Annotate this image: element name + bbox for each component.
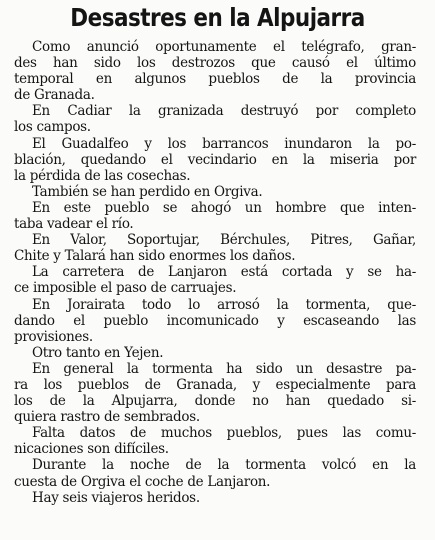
article-line: quiera rastro de sembrados. <box>14 409 200 426</box>
article-line: blación, quedando el vecindario en la miseria por <box>14 151 416 168</box>
article-line: des han sido los destrozos que causó el último <box>14 55 416 72</box>
article-line: El Guadalfeo y los barrancos inundaron la po- <box>32 135 416 152</box>
article-line: En Jorairata todo lo arrosó la tormenta, que- <box>32 296 416 313</box>
article-line: los de la Alpujarra, donde no han quedado si- <box>14 393 416 410</box>
article-line: Hay seis viajeros heridos. <box>32 489 200 506</box>
article-line: También se han perdido en Orgiva. <box>32 183 263 200</box>
article-line: Otro tanto en Yejen. <box>32 344 164 361</box>
article-line: dando el pueblo incomunicado y escaseando las <box>14 312 416 329</box>
article-line: la pérdida de las cosechas. <box>14 167 191 184</box>
article-line: de Granada. <box>14 87 95 104</box>
article-headline: Desastres en la Alpujarra <box>70 3 365 32</box>
article-line: ce imposible el paso de carruajes. <box>14 280 237 297</box>
article-line: En Cadiar la granizada destruyó por completo <box>32 103 416 120</box>
article-line: provisiones. <box>14 328 93 345</box>
article-line: Durante la noche de la tormenta volcó en la <box>32 457 416 474</box>
article-line: los campos. <box>14 119 91 136</box>
article-line: Falta datos de muchos pueblos, pues las comu- <box>32 425 416 442</box>
article-line: En general la tormenta ha sido un desastre pa- <box>32 360 416 377</box>
article-line: nicaciones son difíciles. <box>14 441 169 458</box>
article-line: En Valor, Soportujar, Bérchules, Pitres, Gañar, <box>32 232 416 249</box>
article-line: temporal en algunos pueblos de la provincia <box>14 71 416 88</box>
article-body <box>14 39 416 506</box>
article-line: En este pueblo se ahogó un hombre que inten- <box>32 199 416 216</box>
article-line: Como anunció oportunamente el telégrafo, gran- <box>32 39 416 55</box>
article-line: taba vadear el río. <box>14 216 134 233</box>
article-line: ra los pueblos de Granada, y especialmente para <box>14 376 416 393</box>
article-line: La carretera de Lanjaron está cortada y se ha- <box>32 264 416 281</box>
article-line: Chite y Talará han sido enormes los daños. <box>14 248 296 265</box>
article-line: cuesta de Orgiva el coche de Lanjaron. <box>14 473 271 490</box>
